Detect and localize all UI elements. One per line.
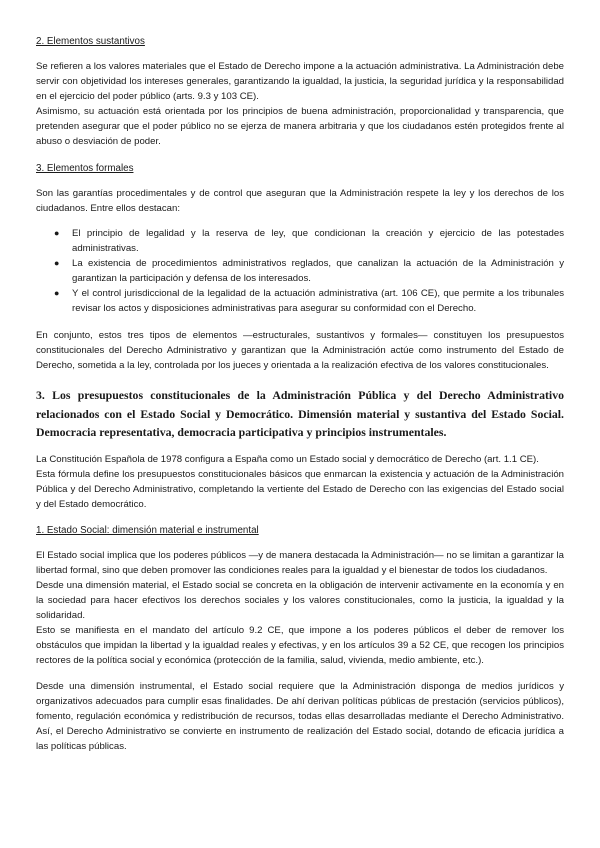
- paragraph: Desde una dimensión material, el Estado social se concreta en la obligación de intervenir activamente en la economía y en la sociedad para hacer efectivos los derechos sociales y los valores constitucionales, como la justicia, la igualdad y la solidaridad.: [36, 579, 564, 621]
- paragraph: El Estado social implica que los poderes públicos —y de manera destacada la Administración— no se limitan a garantizar la libertad formal, sino que deben promover las condiciones reales para la igualdad y el bienestar de todos los ciudadanos.: [36, 549, 564, 576]
- paragraph: La Constitución Española de 1978 configura a España como un Estado social y democrático de Derecho (art. 1.1 CE).: [36, 453, 539, 465]
- paragraph: Se refieren a los valores materiales que el Estado de Derecho impone a la actuación administrativa. La Administración debe servir con objetividad los intereses generales, garantizando la igualdad, la justicia, la seguridad jurídica y la responsabilidad en el ejercicio del poder público (arts. 9.3 y 103 CE).: [36, 61, 564, 102]
- topic-title: 3. Los presupuestos constitucionales de la Administración Pública y del Derecho Administrativo relacionados con el Estado Social y Democrático. Dimensión material y sustantiva del Estado Social. Democracia representativa, democracia participativa y principios instrumentales.: [36, 388, 564, 439]
- paragraph: Desde una dimensión instrumental, el Estado social requiere que la Administración disponga de medios jurídicos y organizativos adecuados para cumplir esas finalidades. De ahí derivan políticas públicas de prestación (servicios públicos), fomento, regulación económica y redistribución de recursos, todas ellas desarrolladas mediante el Derecho Administrativo. Así, el Derecho Administrativo se convierte en instrumento de realización del Estado social, dotando de eficacia jurídica a las políticas públicas.: [36, 680, 564, 752]
- paragraph: En conjunto, estos tres tipos de elementos —estructurales, sustantivos y formales— constituyen los presupuestos constitucionales del Derecho Administrativo y garantizan que la Administración actúe como instrumento del Estado de Derecho, sometida a la ley, controlada por los jueces y orientada a la realización efectiva de los valores constitucionales.: [36, 330, 564, 371]
- section-heading-elementos-formales: 3. Elementos formales: [36, 163, 134, 174]
- list-item: ● La existencia de procedimientos administrativos reglados, que canalizan la actuación de la Administración y garantizan la participación y defensa de los interesados.: [54, 258, 564, 284]
- bullet-icon: ●: [54, 288, 60, 298]
- bullet-icon: ●: [54, 258, 60, 268]
- paragraph: Esto se manifiesta en el mandato del artículo 9.2 CE, que impone a los poderes públicos el deber de remover los obstáculos que impidan la libertad y la igualdad reales y efectivas, y en los artículos 39 a 52 CE, que recogen los principios rectores de la política social y económica (protección de la familia, salud, vivienda, medio ambiente, etc.).: [36, 624, 564, 666]
- bullet-list: [36, 226, 564, 316]
- section-heading-elementos-sustantivos: 2. Elementos sustantivos: [36, 36, 145, 47]
- paragraph: Asimismo, su actuación está orientada por los principios de buena administración, proporcionalidad y transparencia, que pretenden asegurar que el poder público no se ejerza de manera arbitraria y que los ciudadanos estén protegidos frente al abuso o desviación de poder.: [36, 106, 564, 147]
- list-item: ● El principio de legalidad y la reserva de ley, que condicionan la creación y ejercicio de las potestades administrativas.: [54, 228, 564, 254]
- paragraph: Esta fórmula define los presupuestos constitucionales básicos que enmarcan la existencia y actuación de la Administración Pública y del Derecho Administrativo, completando la vertiente del Estado de Derecho con las exigencias del Estado social y del Estado democrático.: [36, 468, 564, 510]
- section-heading-estado-social: 1. Estado Social: dimensión material e instrumental: [36, 524, 259, 536]
- paragraph: Son las garantías procedimentales y de control que aseguran que la Administración respete la ley y los derechos de los ciudadanos. Entre ellos destacan:: [36, 188, 564, 214]
- bullet-icon: ●: [54, 228, 60, 238]
- list-item: ● Y el control jurisdiccional de la legalidad de la actuación administrativa (art. 106 CE), que permite a los tribunales revisar los actos y disposiciones administrativas para asegurar su conformidad con el Derecho.: [54, 288, 564, 314]
